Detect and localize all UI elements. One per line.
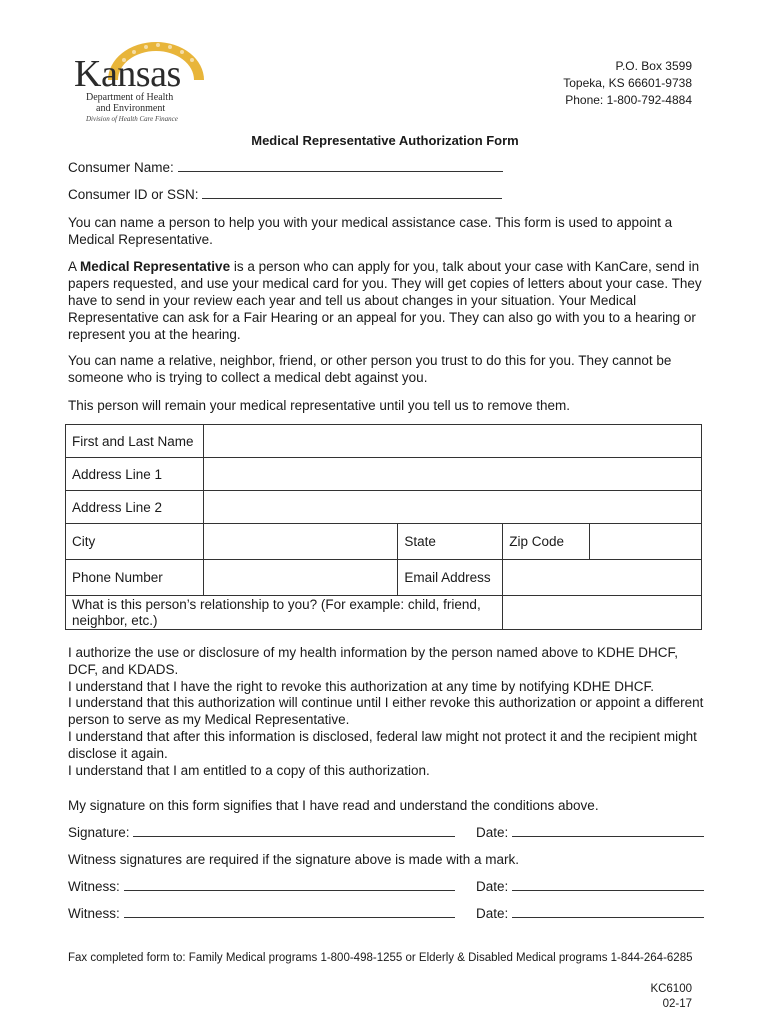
signature-statement: My signature on this form signifies that I have read and understand the conditions above. xyxy=(68,798,599,813)
phone-number-label: Phone Number xyxy=(66,560,204,596)
witness-1-date-line[interactable] xyxy=(512,878,704,891)
date-label: Date: xyxy=(476,825,509,840)
who-paragraph: You can name a relative, neighbor, friend, or other person you trust to do this for you. They cannot be someone who is trying to collect a medical debt against you. xyxy=(68,353,672,385)
address-line-1-input[interactable] xyxy=(203,458,701,491)
authorization-line: I understand that after this information is disclosed, federal law might not protect it and the recipient might disclose it again. xyxy=(68,728,697,761)
table-row xyxy=(66,491,702,524)
witness-1-field[interactable] xyxy=(68,878,455,894)
fax-instructions: Fax completed form to: Family Medical programs 1-800-498-1255 or Elderly & Disabled Medical programs 1-844-264-6285 xyxy=(68,952,693,964)
date-label: Date: xyxy=(476,906,509,921)
address-line-1-label: Address Line 1 xyxy=(66,458,204,491)
definition-paragraph: A Medical Representative is a person who can apply for you, talk about your case with KanCare, send in papers requested, and use your medical card for you. They will get copies of letters about your case. They have to send in your review each year and tell us about changes in your situation. Your Medical Representative can ask for a Fair Hearing or an appeal for you. They can also go with you to a hearing or represent you at the hearing. xyxy=(68,259,702,342)
city-input[interactable] xyxy=(203,524,398,560)
signature-date-line[interactable] xyxy=(512,824,704,837)
consumer-id-label: Consumer ID or SSN: xyxy=(68,187,199,202)
state-zip-cell xyxy=(503,524,702,560)
witness-label: Witness: xyxy=(68,906,120,921)
address-line-2-input[interactable] xyxy=(203,491,701,524)
authorization-line: I understand that I have the right to revoke this authorization at any time by notifying KDHE DHCF. xyxy=(68,678,655,694)
relationship-label: What is this person’s relationship to you? (For example: child, friend, neighbor, etc.) xyxy=(66,596,503,630)
date-label: Date: xyxy=(476,879,509,894)
email-address-input[interactable] xyxy=(503,560,702,596)
signature-line[interactable] xyxy=(133,824,455,837)
witness-note: Witness signatures are required if the signature above is made with a mark. xyxy=(68,852,519,867)
witness-2-date-line[interactable] xyxy=(512,905,704,918)
signature-field[interactable] xyxy=(68,824,455,840)
consumer-name-line[interactable] xyxy=(178,159,503,172)
consumer-id-line[interactable] xyxy=(202,186,502,199)
zip-code-input[interactable] xyxy=(590,524,701,559)
zip-code-label: Zip Code xyxy=(503,524,590,559)
table-row xyxy=(66,596,702,630)
authorization-line: I authorize the use or disclosure of my health information by the person named above to KDHE DHCF, DCF, and KDADS. xyxy=(68,645,679,677)
signature-label: Signature: xyxy=(68,825,130,840)
address-line-1: P.O. Box 3599 xyxy=(615,59,692,73)
signature-date-field[interactable] xyxy=(476,824,704,840)
address-phone: Phone: 1-800-792-4884 xyxy=(565,93,692,107)
phone-number-input[interactable] xyxy=(203,560,398,596)
table-row xyxy=(66,425,702,458)
authorization-statements xyxy=(68,645,708,779)
consumer-name-field[interactable] xyxy=(68,159,503,175)
authorization-line: I understand that I am entitled to a copy of this authorization. xyxy=(68,762,430,778)
logo-kansas-wordmark: Kansas xyxy=(74,53,181,95)
state-label: State xyxy=(398,524,503,560)
duration-paragraph: This person will remain your medical representative until you tell us to remove them. xyxy=(68,398,570,413)
consumer-name-label: Consumer Name: xyxy=(68,160,174,175)
city-label: City xyxy=(66,524,204,560)
consumer-id-field[interactable] xyxy=(68,186,502,202)
first-last-name-label: First and Last Name xyxy=(66,425,204,458)
form-title: Medical Representative Authorization Form xyxy=(251,133,519,148)
table-row xyxy=(66,560,702,596)
address-line-2-label: Address Line 2 xyxy=(66,491,204,524)
witness-2-date-field[interactable] xyxy=(476,905,704,921)
logo-division: Division of Health Care Finance xyxy=(86,115,178,123)
first-last-name-input[interactable] xyxy=(203,425,701,458)
authorization-line: I understand that this authorization will continue until I either revoke this authorization or appoint a different person to serve as my Medical Representative. xyxy=(68,695,704,728)
logo-department: Department of Health and Environment xyxy=(86,92,174,114)
witness-1-line[interactable] xyxy=(124,878,455,891)
table-row xyxy=(66,458,702,491)
form-number: KC6100 xyxy=(650,983,692,995)
witness-2-line[interactable] xyxy=(124,905,455,918)
table-row xyxy=(66,524,702,560)
intro-paragraph: You can name a person to help you with your medical assistance case. This form is used to appoint a Medical Representative. xyxy=(68,215,673,247)
form-code xyxy=(650,982,692,1012)
representative-info-table xyxy=(65,424,702,630)
relationship-input[interactable] xyxy=(503,596,702,630)
definition-term: Medical Representative xyxy=(80,259,231,274)
form-revision-date: 02-17 xyxy=(662,998,692,1010)
witness-2-field[interactable] xyxy=(68,905,455,921)
witness-label: Witness: xyxy=(68,879,120,894)
email-address-label: Email Address xyxy=(398,560,503,596)
witness-1-date-field[interactable] xyxy=(476,878,704,894)
agency-address xyxy=(563,58,692,109)
address-line-2: Topeka, KS 66601-9738 xyxy=(563,76,692,90)
